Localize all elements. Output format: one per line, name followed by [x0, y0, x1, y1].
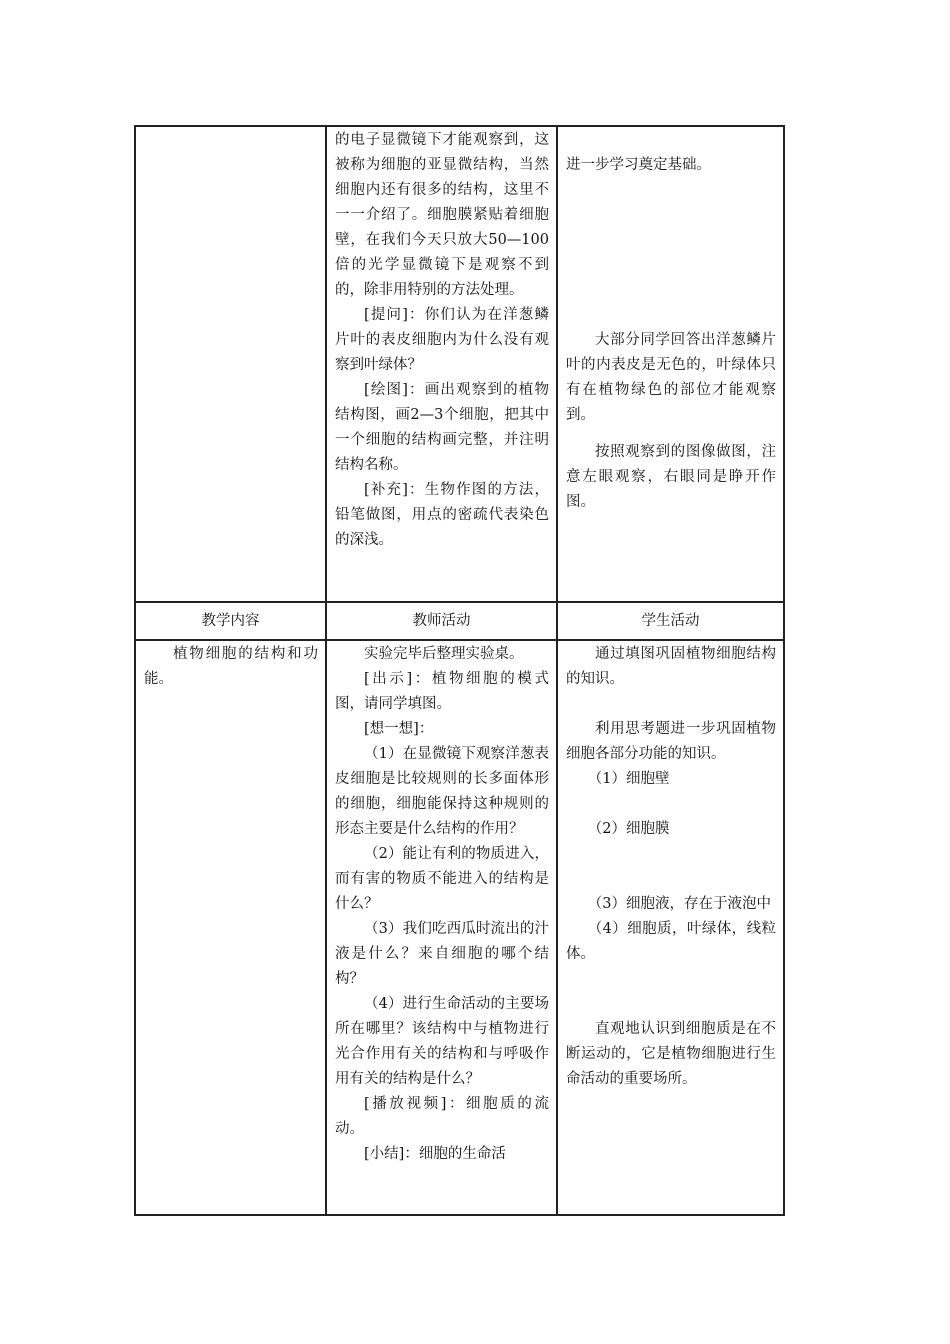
lesson-table: [134, 125, 785, 1216]
question-1: （1）在显微镜下观察洋葱表皮细胞是比较规则的长多面体形的细胞，细胞能保持这种规则的形态主要是什么结构的作用？: [335, 746, 549, 837]
answer-2: （2）细胞膜: [587, 821, 670, 837]
content-cell: [135, 640, 326, 1215]
student-paragraph: 利用思考题进一步巩固植物细胞各部分功能的知识。: [566, 721, 776, 762]
student-paragraph: 大部分同学回答出洋葱鳞片叶的内表皮是无色的，叶绿体只有在植物绿色的部位才能观察到。: [566, 332, 776, 423]
student-paragraph: 直观地认识到细胞质是在不断运动的，它是植物细胞进行生命活动的重要场所。: [566, 1021, 776, 1087]
answer-4: （4）细胞质，叶绿体，线粒体。: [566, 921, 776, 962]
content-paragraph: 植物细胞的结构和功能。: [144, 646, 318, 687]
header-teacher-activity: 教师活动: [326, 602, 557, 640]
teacher-paragraph: [想一想]：: [364, 721, 434, 737]
teacher-paragraph: [小结]：细胞的生命活: [364, 1146, 506, 1162]
header-teaching-content: 教学内容: [135, 602, 326, 640]
table-header-row: [135, 602, 784, 640]
teacher-paragraph: [补充]：生物作图的方法，铅笔做图，用点的密疏代表染色的深浅。: [335, 482, 549, 548]
answer-3: （3）细胞液，存在于液泡中: [587, 896, 771, 912]
table-row: [135, 640, 784, 1215]
student-paragraph: 按照观察到的图像做图，注意左眼观察，右眼同是睁开作图。: [566, 444, 776, 510]
teacher-paragraph: [绘图]：画出观察到的植物结构图，画2—3个细胞，把其中一个细胞的结构画完整，并注明结构名称。: [335, 382, 549, 473]
student-paragraph: 进一步学习奠定基础。: [566, 157, 711, 173]
teacher-paragraph: [提问]：你们认为在洋葱鳞片叶的表皮细胞内为什么没有观察到叶绿体？: [335, 307, 549, 373]
question-2: （2）能让有利的物质进入，而有害的物质不能进入的结构是什么？: [335, 846, 549, 912]
question-3: （3）我们吃西瓜时流出的汁液是什么？来自细胞的哪个结构？: [335, 921, 549, 987]
teacher-cell: [326, 126, 557, 602]
content-cell: [135, 126, 326, 602]
answer-1: （1）细胞壁: [587, 771, 670, 787]
teacher-paragraph: [播放视频]：细胞质的流动。: [335, 1096, 549, 1137]
question-4: （4）进行生命活动的主要场所在哪里？该结构中与植物进行光合作用有关的结构和与呼吸作用有关的结构是什么？: [335, 996, 549, 1087]
student-paragraph: 通过填图巩固植物细胞结构的知识。: [566, 646, 776, 687]
teacher-paragraph: [出示]：植物细胞的模式图，请同学填图。: [335, 671, 549, 712]
teacher-paragraph: 的电子显微镜下才能观察到，这被称为细胞的亚显微结构，当然细胞内还有很多的结构，这里不一一介绍了。细胞膜紧贴着细胞壁，在我们今天只放大50—100倍的光学显微镜下是观察不到的，除非用特别的方法处理。: [335, 132, 549, 298]
table-row: [135, 126, 784, 602]
teacher-paragraph: 实验完毕后整理实验桌。: [364, 646, 524, 662]
teacher-cell: [326, 640, 557, 1215]
student-cell: [557, 640, 784, 1215]
student-cell: [557, 126, 784, 602]
header-student-activity: 学生活动: [557, 602, 784, 640]
